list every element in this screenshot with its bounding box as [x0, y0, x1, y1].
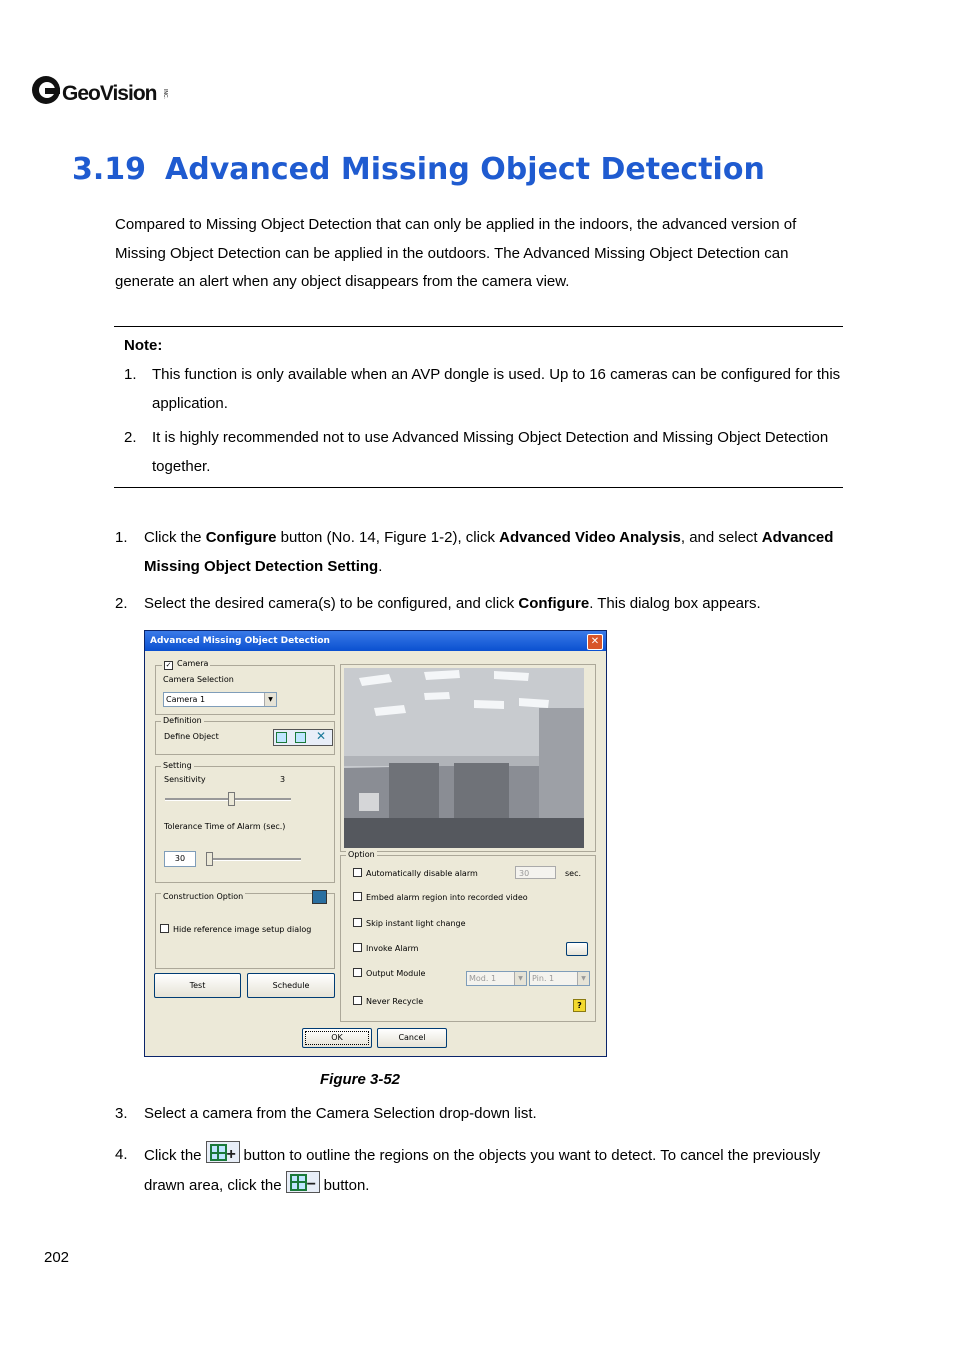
chevron-down-icon: ▼	[577, 972, 589, 985]
option-label: Option	[348, 850, 375, 859]
note-title: Note:	[124, 337, 163, 354]
tolerance-track	[207, 858, 301, 861]
invoke-alarm-checkbox[interactable]: Invoke Alarm	[353, 943, 418, 953]
define-object-label: Define Object	[164, 732, 219, 741]
tolerance-slider[interactable]	[206, 852, 213, 866]
note-item-text: This function is only available when an AVP dongle is used. Up to 16 cameras can be configured for this application.	[152, 366, 841, 412]
chevron-down-icon: ▼	[514, 972, 526, 985]
remove-region-button-icon: −	[286, 1171, 320, 1193]
sensitivity-label: Sensitivity	[164, 775, 206, 784]
never-recycle-checkbox[interactable]: Never Recycle	[353, 996, 423, 1006]
cancel-button[interactable]: Cancel	[377, 1028, 447, 1048]
clear-regions-icon[interactable]: ✕	[316, 729, 327, 743]
close-icon[interactable]: ✕	[587, 634, 603, 650]
camera-checkbox[interactable]: ✓ Camera	[162, 659, 210, 670]
logo-text: GeoVision	[62, 82, 157, 105]
geovision-logo	[32, 74, 172, 108]
step-4: 4. Click the + button to outline the regions on the objects you want to detect. To cancel the previously drawn area, click the − button.	[115, 1141, 850, 1201]
module-select[interactable]: Mod. 1 ▼	[466, 971, 527, 986]
note-item	[124, 424, 844, 482]
tolerance-input[interactable]: 30	[164, 851, 196, 867]
step-number: 4.	[115, 1146, 128, 1163]
step-1: 1. Click the Configure button (No. 14, Figure 1-2), click Advanced Video Analysis, and select Advanced Missing Object Detection Setting.	[115, 524, 850, 582]
note-bottom-rule	[114, 487, 843, 488]
tolerance-label: Tolerance Time of Alarm (sec.)	[164, 822, 286, 831]
camera-selection-label: Camera Selection	[163, 675, 234, 684]
camera-preview-image	[344, 668, 584, 848]
advanced-missing-object-dialog	[144, 630, 607, 1057]
embed-region-checkbox[interactable]: Embed alarm region into recorded video	[353, 892, 528, 902]
note-top-rule	[114, 326, 843, 327]
help-icon[interactable]: ?	[573, 999, 586, 1012]
setting-label: Setting	[163, 761, 192, 770]
camera-group	[155, 665, 335, 715]
add-region-button-icon: +	[206, 1141, 240, 1163]
note-item-number: 2.	[124, 429, 137, 446]
sensitivity-value: 3	[280, 775, 286, 784]
camera-select[interactable]: Camera 1 ▼	[163, 692, 277, 707]
output-module-checkbox[interactable]: Output Module	[353, 968, 425, 978]
section-heading	[72, 152, 765, 187]
define-object-toolbar	[273, 729, 333, 746]
alarm-settings-button[interactable]	[566, 942, 588, 956]
step-text: Select a camera from the Camera Selection drop-down list.	[144, 1105, 537, 1122]
test-button[interactable]: Test	[154, 973, 241, 998]
add-region-icon[interactable]	[276, 732, 287, 743]
step-number: 1.	[115, 529, 128, 546]
step-2: 2. Select the desired camera(s) to be configured, and click Configure. This dialog box appears.	[115, 590, 850, 620]
schedule-button[interactable]: Schedule	[247, 973, 335, 998]
step-number: 2.	[115, 595, 128, 612]
note-item-number: 1.	[124, 366, 137, 383]
auto-disable-checkbox[interactable]: Automatically disable alarm	[353, 868, 478, 878]
chevron-down-icon: ▼	[264, 693, 276, 706]
auto-disable-input[interactable]: 30	[515, 866, 556, 879]
logo-tm: INC.	[162, 89, 168, 99]
ok-button[interactable]: OK	[302, 1028, 372, 1048]
step-number: 3.	[115, 1105, 128, 1122]
sensitivity-slider[interactable]	[228, 792, 235, 806]
sec-label: sec.	[565, 869, 582, 878]
step-3	[115, 1100, 850, 1130]
section-number: 3.19	[72, 152, 147, 187]
dialog-title: Advanced Missing Object Detection	[145, 631, 606, 651]
hide-reference-checkbox[interactable]: Hide reference image setup dialog	[160, 924, 311, 934]
remove-region-icon[interactable]	[295, 732, 306, 743]
pin-select[interactable]: Pin. 1 ▼	[529, 971, 590, 986]
skip-light-checkbox[interactable]: Skip instant light change	[353, 918, 466, 928]
section-title: Advanced Missing Object Detection	[165, 152, 765, 187]
intro-paragraph: Compared to Missing Object Detection that can only be applied in the indoors, the advanced version of Missing Object Detection can be applied in the outdoors. The Advanced Missing Object Detection can generate an alert when any object disappears from the camera view.	[115, 216, 797, 291]
figure-caption: Figure 3-52	[320, 1071, 401, 1088]
note-item	[124, 361, 844, 419]
construction-icon[interactable]	[312, 890, 327, 904]
page-number: 202	[44, 1249, 70, 1266]
note-item-text: It is highly recommended not to use Advanced Missing Object Detection and Missing Object Detection together.	[152, 429, 829, 475]
construction-label: Construction Option	[163, 892, 244, 901]
definition-label: Definition	[163, 716, 202, 725]
